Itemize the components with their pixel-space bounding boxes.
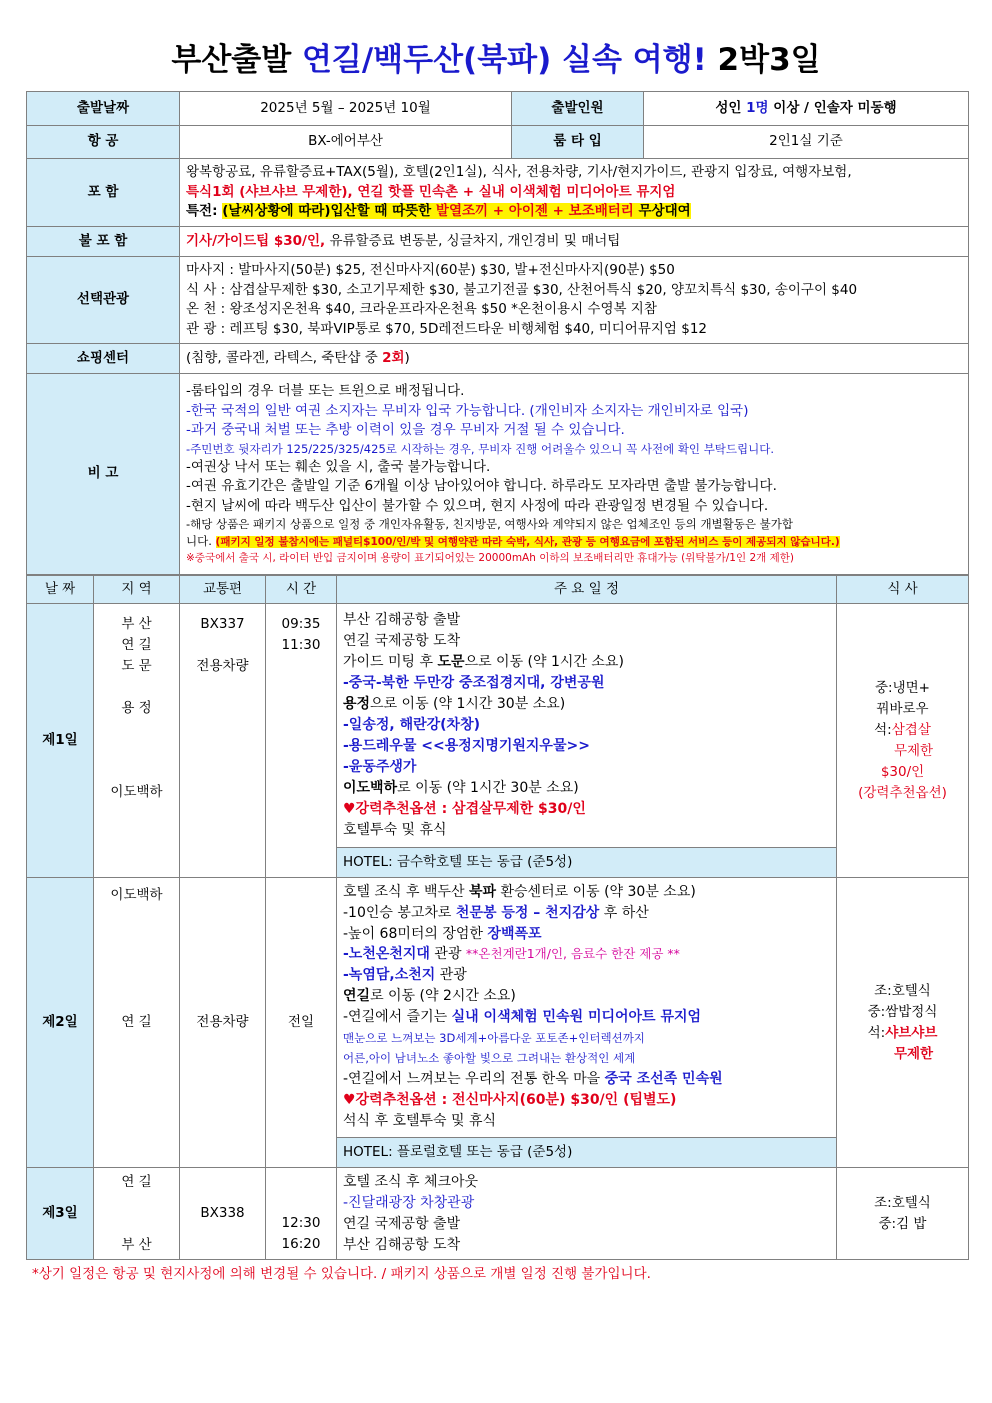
itinerary-line: 석식 후 호텔투숙 및 휴식 <box>343 1112 497 1129</box>
meal-prefix: 석: <box>867 1024 886 1041</box>
meal-item: 샤브샤브 <box>885 1024 938 1041</box>
header-transport: 교통편 <box>180 576 266 604</box>
itinerary-line: -진달래광장 차창관광 <box>343 1194 475 1211</box>
shopping-count: 2회 <box>382 349 405 366</box>
include-line-2: 특식1회 (샤브샤브 무제한), 연길 핫플 민속촌 + 실내 이색체험 미디어아트 뮤지엄 <box>186 183 676 200</box>
include-line-3 <box>186 202 962 222</box>
shopping-close: ) <box>404 349 410 366</box>
time-value: 12:30 <box>281 1215 321 1231</box>
include-special-items: 발열조끼 + 아이젠 + 보조배터리 <box>435 203 634 220</box>
text: -높이 68미터의 장엄한 <box>343 925 488 942</box>
exclude-guide-tip: 기사/가이드팁 $30/인, <box>186 232 326 249</box>
itinerary-line: 어른,아이 남녀노소 좋아할 빛으로 그려내는 환상적인 세계 <box>343 1051 636 1066</box>
day2-transport: 전용차량 <box>180 878 266 1168</box>
people-count: 1명 <box>746 99 769 116</box>
region: 이도백하 <box>110 887 163 903</box>
remark-line: -여권상 낙서 또는 훼손 있을 시, 출국 불가능합니다. <box>186 458 491 475</box>
people-value <box>644 92 969 126</box>
include-line-1: 왕복항공료, 유류할증료+TAX(5월), 호텔(2인1실), 식사, 전용차량, 기사/현지가이드, 관광지 입장료, 여행자보험, <box>186 164 852 181</box>
text: 로 이동 (약 2시간 소요) <box>370 987 516 1004</box>
remarks-label: 비 고 <box>27 374 180 575</box>
room-value: 2인1실 기준 <box>644 126 969 159</box>
day3-meal <box>837 1168 969 1260</box>
shopping-content <box>180 344 969 374</box>
option-line: 식 사 : 삼겹살무제한 $30, 소고기무제한 $30, 불고기전골 $30, 산천어특식 $20, 양꼬치특식 $30, 송이구이 $40 <box>186 281 858 298</box>
remark-line: -주민번호 뒷자리가 125/225/325/425로 시작하는 경우, 무비자 진행 어려울수 있으니 꼭 사전에 확인 부탁드립니다. <box>186 441 774 456</box>
vehicle: 전용차량 <box>196 658 249 674</box>
itinerary-line: -윤동주생가 <box>343 759 417 775</box>
meal-line: 무제한 <box>893 1045 934 1062</box>
remark-line <box>186 533 962 550</box>
text: 으로 이동 (약 1시간 30분 소요) <box>370 696 566 712</box>
day1-hotel: HOTEL: 금수학호텔 또는 동급 (준5성) <box>337 848 837 878</box>
day3-regions <box>94 1168 180 1260</box>
text: 로 이동 (약 1시간 30분 소요) <box>397 780 579 796</box>
text: 환승센터로 이동 (약 30분 소요) <box>496 884 696 900</box>
itinerary-line <box>343 986 830 1007</box>
day1-time <box>266 604 337 878</box>
day-label: 제1일 <box>27 604 94 878</box>
meal-line <box>843 720 962 741</box>
header-meal: 식 사 <box>837 576 969 604</box>
footer-note: *상기 일정은 항공 및 현지사정에 의해 변경될 수 있습니다. / 패키지 상품으로 개별 일정 진행 불가입니다. <box>32 1266 651 1282</box>
remark-line: -과거 중국내 처벌 또는 추방 이력이 있을 경우 무비자 거절 될 수 있습니다. <box>186 422 625 438</box>
include-label: 포 함 <box>27 159 180 227</box>
people-label: 출발인원 <box>512 92 644 126</box>
day3-itinerary <box>337 1168 837 1260</box>
itinerary-line <box>343 778 830 799</box>
option-line: 관 광 : 레프팅 $30, 북파VIP통로 $70, 5D레전드타운 비행체험 $40, 미디어뮤지엄 $12 <box>186 320 708 337</box>
highlight: 천문봉 등정 – 천지감상 <box>455 904 600 921</box>
text: -연길에서 느껴보는 우리의 전통 한옥 마을 <box>343 1071 605 1088</box>
region: 부 산 <box>121 616 152 632</box>
remark-line: -해당 상품은 패키지 상품으로 일정 중 개인자유활동, 친지방문, 여행사와 계약되지 않은 업체조인 등의 개별활동은 불가합 <box>186 517 793 531</box>
departure-date-value: 2025년 5월 – 2025년 10월 <box>180 92 512 126</box>
people-value-c: 이상 / 인솔자 미동행 <box>768 99 897 116</box>
text: -10인승 봉고차로 <box>343 904 456 921</box>
region: 부 산 <box>121 1236 152 1253</box>
header-itinerary: 주 요 일 정 <box>337 576 837 604</box>
title-part-2: 연길/백두산(북파) 실속 여행! <box>301 42 707 78</box>
itinerary-line <box>343 694 830 715</box>
itinerary-line: 연길 국제공항 도착 <box>343 633 461 649</box>
day1-transport <box>180 604 266 878</box>
option-label: 선택관광 <box>27 257 180 344</box>
meal-line: 조:호텔식 <box>874 1194 931 1211</box>
header-date: 날 짜 <box>27 576 94 604</box>
meal-line: 중:김 밥 <box>878 1215 927 1232</box>
itinerary-line <box>343 924 830 945</box>
itinerary-line: 맨눈으로 느껴보는 3D세계+아름다운 포토존+인터렉션까지 <box>343 1030 645 1045</box>
room-label: 룸 타 입 <box>512 126 644 159</box>
time-value: 11:30 <box>281 637 321 653</box>
flight-number: BX337 <box>200 616 245 632</box>
airline-label: 항 공 <box>27 126 180 159</box>
itinerary-line <box>343 652 830 673</box>
itinerary-line <box>343 882 830 903</box>
text: 호텔 조식 후 백두산 <box>343 884 469 900</box>
title-part-3: 2박3일 <box>706 42 821 78</box>
spacer <box>186 635 259 656</box>
itinerary-line <box>343 1069 830 1090</box>
text: 관광 <box>429 946 466 963</box>
day2-regions <box>94 878 180 1168</box>
spacer <box>100 719 173 782</box>
option-content <box>180 257 969 344</box>
meal-line <box>843 1023 962 1044</box>
spacer <box>100 677 173 698</box>
meal-prefix: 석: <box>874 721 892 738</box>
day1-itinerary <box>337 604 837 848</box>
itinerary-line <box>343 965 830 986</box>
exclude-rest: 유류할증료 변동분, 싱글차지, 개인경비 및 매너팁 <box>325 232 621 249</box>
region: 연 길 <box>121 1173 152 1190</box>
place: 이도백하 <box>343 780 398 796</box>
day3-time <box>266 1168 337 1260</box>
option-line: 온 천 : 왕조성지온천욕 $40, 크라운프라자온천욕 $50 *온천이용시 수영복 지참 <box>186 301 657 317</box>
meal-item: 삼겹살 <box>891 721 931 738</box>
departure-date-label: 출발날짜 <box>27 92 180 126</box>
day-label: 제3일 <box>27 1168 94 1260</box>
place: 용정 <box>343 696 371 712</box>
day2-itinerary <box>337 878 837 1138</box>
highlight: 장백폭포 <box>487 925 542 942</box>
text: 후 하산 <box>599 904 649 921</box>
page-title <box>0 34 992 79</box>
exclude-label: 불 포 함 <box>27 227 180 257</box>
include-content <box>180 159 969 227</box>
include-special-a: (날씨상황에 따라)입산할 때 따뜻한 <box>222 203 436 220</box>
meal-line: 조:호텔식 <box>874 982 931 999</box>
itinerary-line: 호텔투숙 및 휴식 <box>343 822 447 838</box>
title-part-1: 부산출발 <box>171 42 302 78</box>
itinerary-line: -일송정, 해란강(차창) <box>343 717 480 733</box>
itinerary-line: 연길 국제공항 출발 <box>343 1215 461 1232</box>
itinerary-line: 호텔 조식 후 체크아웃 <box>343 1173 479 1190</box>
day-label: 제2일 <box>27 878 94 1168</box>
remark-battery: ※중국에서 출국 시, 라이터 반입 금지이며 용량이 표기되어있는 20000mAh 이하의 보조배터리만 휴대가능 (위탁불가/1인 2개 제한) <box>186 552 794 564</box>
recommended-option: ♥강력추천옵션 : 전신마사지(60분) $30/인 (팁별도) <box>343 1091 677 1108</box>
itinerary-line <box>343 1007 830 1028</box>
meal-line: 무제한 <box>893 742 934 759</box>
region: 도 문 <box>121 658 152 674</box>
itinerary-line <box>343 903 830 924</box>
meal-line: 중:냉면+ <box>875 679 930 696</box>
option-line: 마사지 : 발마사지(50분) $25, 전신마사지(60분) $30, 발+전신마사지(90분) $50 <box>186 262 675 278</box>
itinerary-line: 부산 김해공항 도착 <box>343 1236 461 1253</box>
day1-regions <box>94 604 180 878</box>
region: 용 정 <box>121 700 152 716</box>
day2-time: 전일 <box>266 878 337 1168</box>
highlight: 중국 조선족 민속원 <box>604 1071 723 1088</box>
highlight: 실내 이색체험 민속원 미디어아트 뮤지엄 <box>451 1008 702 1025</box>
day2-hotel: HOTEL: 플로럴호텔 또는 동급 (준5성) <box>337 1138 837 1168</box>
info-table <box>26 91 969 575</box>
spacer <box>100 1193 173 1235</box>
include-special-d: 무상대여 <box>633 203 691 220</box>
header-region: 지 역 <box>94 576 180 604</box>
shopping-list: (침향, 콜라겐, 라텍스, 죽탄샵 중 <box>186 349 383 366</box>
remark-line: -현지 날씨에 따라 백두산 입산이 불가할 수 있으며, 현지 사정에 따라 관광일정 변경될 수 있습니다. <box>186 497 769 514</box>
text: 으로 이동 (약 1시간 소요) <box>464 654 624 670</box>
exclude-content <box>180 227 969 257</box>
remark-line-9a: 니다. <box>186 534 216 548</box>
itinerary-line: -용드레우물 <<용정지명기원지우물>> <box>343 738 590 754</box>
region: 연 길 <box>121 1013 152 1030</box>
remark-line: -여권 유효기간은 출발일 기준 6개월 이상 남아있어야 합니다. 하루라도 모자라면 출발 불가능합니다. <box>186 478 777 494</box>
text: 가이드 미팅 후 <box>343 654 438 670</box>
people-value-a: 성인 <box>715 99 747 116</box>
itinerary-line: -중국-북한 두만강 중조접경지대, 강변공원 <box>343 675 605 691</box>
meal-line: 중:쌈밥정식 <box>867 1003 938 1020</box>
airline-value: BX-에어부산 <box>180 126 512 159</box>
day2-meal <box>837 878 969 1168</box>
remark-penalty: (패키지 일정 불참시에는 패널티$100/인/박 및 여행약관 따라 숙박, 식사, 관광 등 여행요금에 포함된 서비스 등이 제공되지 않습니다.) <box>215 536 840 548</box>
remarks-content <box>180 374 969 575</box>
time-value: 09:35 <box>281 616 321 632</box>
day3-transport: BX338 <box>180 1168 266 1260</box>
remark-line: -룸타입의 경우 더블 또는 트윈으로 배정됩니다. <box>186 383 465 399</box>
itinerary-line <box>343 944 830 965</box>
shopping-label: 쇼핑센터 <box>27 344 180 374</box>
text: -연길에서 즐기는 <box>343 1008 452 1025</box>
day1-meal <box>837 604 969 878</box>
meal-line: 꿔바로우 <box>876 700 929 717</box>
remark-line: -한국 국적의 일반 여권 소지자는 무비자 입국 가능합니다. (개인비자 소지자는 개인비자로 입국) <box>186 402 749 419</box>
time-value: 16:20 <box>281 1236 321 1252</box>
meal-line: $30/인 <box>880 763 925 780</box>
include-special-highlight <box>222 203 691 219</box>
highlight: -녹염담,소천지 <box>343 967 436 984</box>
meal-line: (강력추천옵션) <box>858 784 947 801</box>
region: 연 길 <box>121 637 152 653</box>
hot-spring-note: **온천계란1개/인, 음료수 한잔 제공 ** <box>465 946 680 962</box>
place: 도문 <box>437 654 465 670</box>
region: 이도백하 <box>110 784 163 800</box>
schedule-table <box>26 575 969 1260</box>
header-time: 시 간 <box>266 576 337 604</box>
place: 북파 <box>469 884 497 900</box>
itinerary-line: 부산 김해공항 출발 <box>343 612 461 628</box>
text: 관광 <box>435 967 467 984</box>
recommended-option: ♥강력추천옵션 : 삼겹살무제한 $30/인 <box>343 801 586 817</box>
highlight: -노천온천지대 <box>343 946 430 963</box>
place: 연길 <box>343 987 371 1004</box>
include-special-label: 특전: <box>186 203 223 220</box>
